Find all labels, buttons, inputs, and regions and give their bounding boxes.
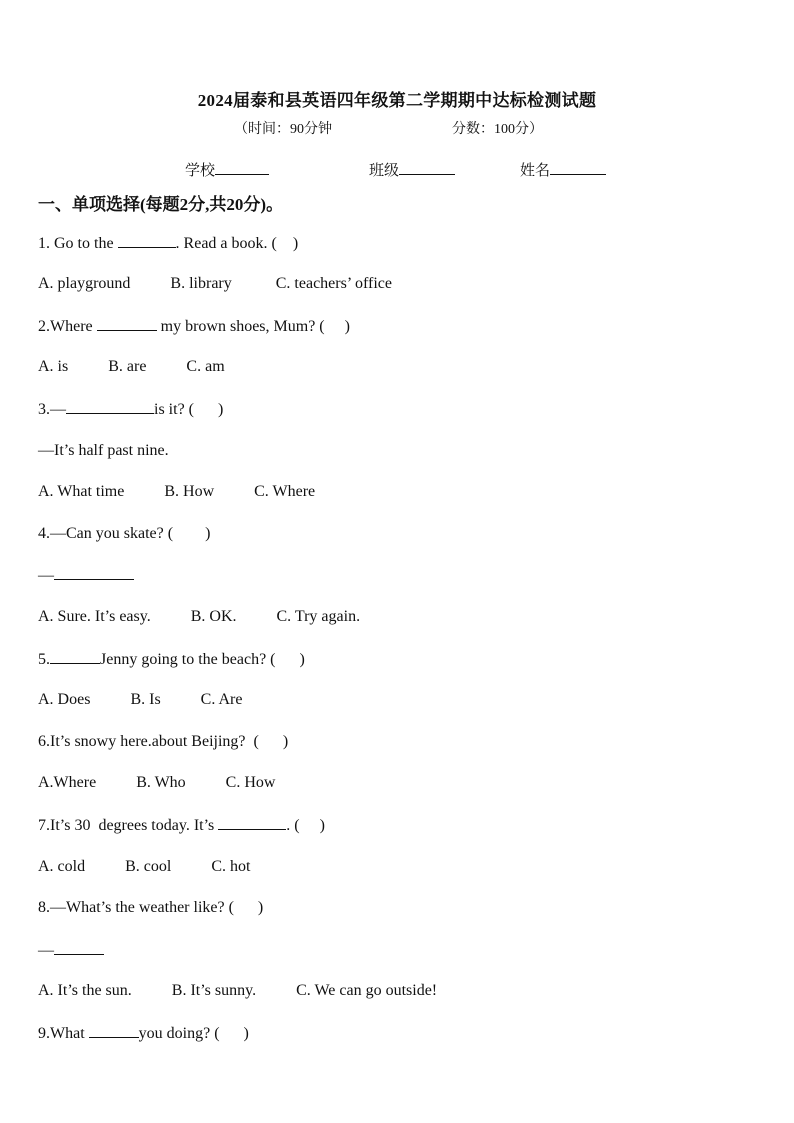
exam-time: （时间：90分钟 <box>234 122 332 137</box>
question-7 <box>38 816 325 835</box>
question-3-answer: —It’s half past nine. <box>38 442 169 459</box>
q7-stem-b: . ( ) <box>286 817 325 834</box>
q8-dash: — <box>38 942 54 959</box>
question-9 <box>38 1024 249 1043</box>
q7-blank <box>218 816 286 830</box>
question-1 <box>38 234 298 253</box>
q4-dash: — <box>38 567 54 584</box>
q5-stem-a: 5. <box>38 651 50 668</box>
class-field <box>369 159 455 180</box>
class-blank <box>399 160 455 175</box>
question-6: 6.It’s snowy here.about Beijing? ( ) <box>38 733 289 750</box>
question-8: 8.—What’s the weather like? ( ) <box>38 899 264 916</box>
question-3-options: A. What time B. How C. Where <box>38 483 316 500</box>
exam-title: 2024届泰和县英语四年级第二学期期中达标检测试题 <box>197 91 597 110</box>
q7-stem-a: 7.It’s 30 degrees today. It’s <box>38 817 219 834</box>
question-2-options: A. is B. are C. am <box>38 358 225 375</box>
q9-blank <box>89 1024 139 1038</box>
q5-stem-b: Jenny going to the beach? ( ) <box>100 651 305 668</box>
school-field <box>185 159 269 180</box>
question-1-options: A. playground B. library C. teachers’ office <box>38 275 392 292</box>
question-4-answer <box>38 566 134 585</box>
class-label: 班级 <box>369 163 400 179</box>
question-7-options: A. cold B. cool C. hot <box>38 858 251 875</box>
question-4-options: A. Sure. It’s easy. B. OK. C. Try again. <box>38 608 361 625</box>
school-label: 学校 <box>185 163 216 179</box>
question-6-options: A.Where B. Who C. How <box>38 774 276 791</box>
q2-stem-b: my brown shoes, Mum? ( ) <box>156 318 350 335</box>
q5-blank <box>50 650 100 664</box>
q3-stem-b: is it? ( ) <box>154 401 224 418</box>
q1-stem-b: . Read a book. ( ) <box>175 235 299 252</box>
q1-blank <box>118 234 176 248</box>
question-5 <box>38 650 305 669</box>
school-blank <box>215 160 269 175</box>
question-5-options: A. Does B. Is C. Are <box>38 691 243 708</box>
q3-stem-a: 3.— <box>38 401 66 418</box>
q2-blank <box>97 317 157 331</box>
q9-stem-b: you doing? ( ) <box>138 1025 249 1042</box>
q2-stem-a: 2.Where <box>38 318 97 335</box>
question-4: 4.—Can you skate? ( ) <box>38 525 211 542</box>
question-3 <box>38 400 223 419</box>
exam-score: 分数：100分） <box>452 122 543 137</box>
section-heading: 一、单项选择(每题2分,共20分)。 <box>38 195 284 214</box>
question-8-answer <box>38 941 104 960</box>
q1-stem-a: 1. Go to the <box>38 235 118 252</box>
q4-blank <box>54 566 134 580</box>
name-field <box>520 159 606 180</box>
name-blank <box>550 160 606 175</box>
name-label: 姓名 <box>520 163 551 179</box>
q9-stem-a: 9.What <box>38 1025 89 1042</box>
q8-blank <box>54 941 104 955</box>
question-8-options: A. It’s the sun. B. It’s sunny. C. We can go outside! <box>38 982 438 999</box>
q3-blank <box>66 400 154 414</box>
question-2 <box>38 317 350 336</box>
